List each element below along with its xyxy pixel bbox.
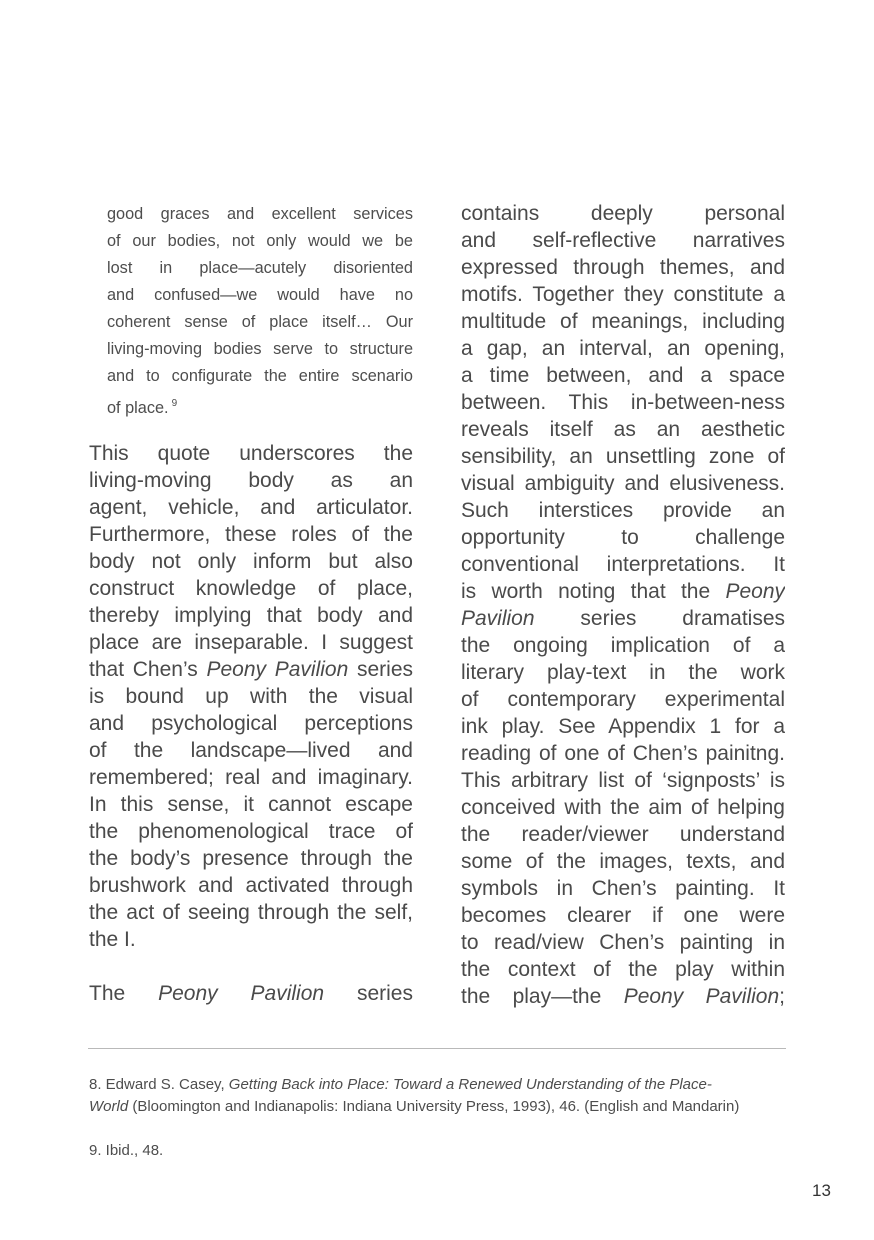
left-column <box>89 440 413 1007</box>
body-line: and self-reflective narratives <box>461 229 785 252</box>
body-line: a gap, an interval, an opening, <box>461 337 785 360</box>
body-line <box>461 605 785 632</box>
body-line: the I. <box>89 928 136 951</box>
body-line: multitude of meanings, including <box>461 310 785 333</box>
footnote-8 <box>89 1074 809 1096</box>
body-line: Furthermore, these roles of the <box>89 523 413 546</box>
footnote-ref-9[interactable]: 9 <box>171 398 178 409</box>
footnote-8-cont <box>89 1096 809 1118</box>
text-run: ; <box>779 985 785 1008</box>
book-title: Getting Back into Place: Toward a Renewed Understanding of the Place- <box>228 1076 712 1093</box>
body-line: remembered; real and imaginary. <box>89 766 413 789</box>
text-run: The <box>89 982 126 1005</box>
body-line: opportunity to challenge <box>461 526 785 549</box>
body-line <box>461 578 785 605</box>
text-run: is worth noting that the <box>461 580 726 603</box>
body-line: to read/view Chen’s painting in <box>461 931 785 954</box>
body-line: motifs. Together they constitute a <box>461 283 785 306</box>
body-line: some of the images, texts, and <box>461 850 785 873</box>
body-line: the ongoing implication of a <box>461 634 785 657</box>
body-line: living-moving body as an <box>89 469 413 492</box>
footnote-divider <box>88 1048 786 1049</box>
body-line: agent, vehicle, and articulator. <box>89 496 413 519</box>
body-line: of contemporary experimental <box>461 688 785 711</box>
body-line: This arbitrary list of ‘signposts’ is <box>461 769 785 792</box>
body-line: reveals itself as an aesthetic <box>461 418 785 441</box>
body-line: sensibility, an unsettling zone of <box>461 445 785 468</box>
footnote-9: 9. Ibid., 48. <box>89 1142 164 1159</box>
body-line: brushwork and activated through <box>89 874 413 897</box>
body-line: ink play. See Appendix 1 for a <box>461 715 785 738</box>
body-line: contains deeply personal <box>461 202 785 225</box>
quote-line: and to configurate the entire scenario <box>107 367 413 385</box>
text-run: series <box>348 658 413 681</box>
body-line: construct knowledge of place, <box>89 577 413 600</box>
body-line: visual ambiguity and elusiveness. <box>461 472 785 495</box>
block-quote <box>107 201 413 417</box>
body-line: Such interstices provide an <box>461 499 785 522</box>
body-line: body not only inform but also <box>89 550 413 573</box>
body-line: between. This in-between-ness <box>461 391 785 414</box>
text-run: 8. Edward S. Casey, <box>89 1076 229 1093</box>
quote-line: good graces and excellent services <box>107 205 413 223</box>
text-run: the play—the <box>461 985 624 1008</box>
body-line: thereby implying that body and <box>89 604 413 627</box>
quote-last-line <box>107 390 413 417</box>
body-line <box>461 983 785 1010</box>
title-italic: Peony <box>158 982 218 1005</box>
title-italic: Peony Pavilion <box>623 985 780 1008</box>
body-line: the phenomenological trace of <box>89 820 413 843</box>
text-run: (Bloomington and Indianapolis: Indiana University Press, 1993), 46. (English and Mandarin) <box>128 1098 740 1115</box>
body-line: symbols in Chen’s painting. It <box>461 877 785 900</box>
page-number: 13 <box>812 1181 831 1200</box>
title-italic: Peony Pavilion <box>206 658 349 681</box>
quote-line: lost in place—acutely disoriented <box>107 259 413 277</box>
paragraph-gap <box>89 953 413 980</box>
text-run: series dramatises <box>534 607 785 630</box>
quote-line: of place. <box>107 399 169 417</box>
body-line: becomes clearer if one were <box>461 904 785 927</box>
body-line: literary play-text in the work <box>461 661 785 684</box>
book-title: World <box>89 1098 129 1115</box>
right-column <box>461 200 785 1010</box>
body-line: a time between, and a space <box>461 364 785 387</box>
text-run: series <box>356 982 413 1005</box>
quote-line: and confused—we would have no <box>107 286 413 304</box>
title-italic: Pavilion <box>461 607 535 630</box>
body-line: This quote underscores the <box>89 442 413 465</box>
body-line: the body’s presence through the <box>89 847 413 870</box>
body-line: the reader/viewer understand <box>461 823 785 846</box>
quote-line: of our bodies, not only would we be <box>107 232 413 250</box>
body-line <box>89 656 413 683</box>
body-line: expressed through themes, and <box>461 256 785 279</box>
body-line <box>89 980 413 1007</box>
title-italic: Pavilion <box>250 982 325 1005</box>
body-line: the act of seeing through the self, <box>89 901 413 924</box>
quote-line: coherent sense of place itself… Our <box>107 313 413 331</box>
body-line: In this sense, it cannot escape <box>89 793 413 816</box>
quote-line: living-moving bodies serve to structure <box>107 340 413 358</box>
body-line: is bound up with the visual <box>89 685 413 708</box>
footnotes <box>89 1074 809 1162</box>
body-line: place are inseparable. I suggest <box>89 631 413 654</box>
title-italic: Peony <box>725 580 785 603</box>
body-line: conceived with the aim of helping <box>461 796 785 819</box>
body-line: of the landscape—lived and <box>89 739 413 762</box>
body-line: and psychological perceptions <box>89 712 413 735</box>
body-line: reading of one of Chen’s painitng. <box>461 742 785 765</box>
text-run: that Chen’s <box>89 658 207 681</box>
body-line: conventional interpretations. It <box>461 553 785 576</box>
body-line: the context of the play within <box>461 958 785 981</box>
